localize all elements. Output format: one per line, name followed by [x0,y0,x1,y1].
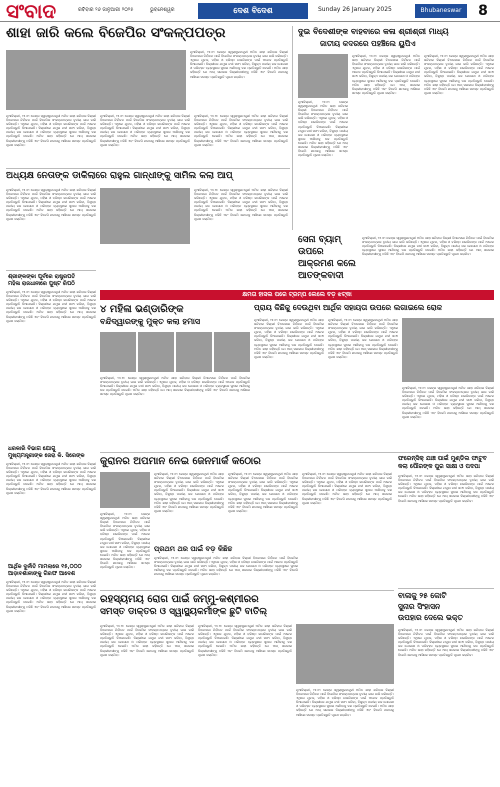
article-body: ନୂଆଦିଲ୍ଲୀ, ୨୫।୧: କେନ୍ଦ୍ର ସ୍ୱରାଷ୍ଟ୍ରମନ୍ତ୍ରୀ ଅମିତ ଶାହା ଶନିବାର ଦିଲ୍ଲୀ ବିଧାନସଭା ନିର୍ବାଚନ ପାଇଁ ବିଜେପିର ସଂକଳ୍ପପତ୍ରର ତୃତୀୟ ଭାଗ ଜାରି କରିଛନ୍ତି। ଏଥିରେ ଯୁବକ, ମହିଳା ଓ ବରିଷ୍ଠ ନାଗରିକଙ୍କ ପାଇଁ ଅନେକ ପ୍ରତିଶ୍ରୁତି ଦିଆଯାଇଛି। ଦିଲ୍ଲୀରେ ଯମୁନା ନଦୀ ସଫା କରିବା, ବିଶୁଦ୍ଧ ପାନୀୟ ଜଳ ଯୋଗାଣ ଓ ପରିବହନ ବ୍ୟବସ୍ଥାରେ ସୁଧାର ଆଣିବାକୁ ଦଳ ପ୍ରତିଶ୍ରୁତି ଦେଇଛି। ଅମିତ ଶାହା କହିଛନ୍ତି ଯେ ଆପ୍‌ ସରକାର ଦିଲ୍ଲୀବାସୀଙ୍କୁ ଠକିଛି ଏବଂ ବିଜେପି କ୍ଷମତାକୁ ଆସିଲେ ସମସ୍ତ ପ୍ରତିଶ୍ରୁତି ପୂରଣ କରାଯିବ। [254,318,324,359]
headline-padma-award-sub: ଜାତୀୟ କଦରରେ ପହଞ୍ଚିଲେ ୟୁପିଏ [320,39,416,48]
photo-trump [402,318,494,382]
article-body: ନୂଆଦିଲ୍ଲୀ, ୨୫।୧: କେନ୍ଦ୍ର ସ୍ୱରାଷ୍ଟ୍ରମନ୍ତ୍ରୀ ଅମିତ ଶାହା ଶନିବାର ଦିଲ୍ଲୀ ବିଧାନସଭା ନିର୍ବାଚନ ପାଇଁ ବିଜେପିର ସଂକଳ୍ପପତ୍ରର ତୃତୀୟ ଭାଗ ଜାରି କରିଛନ୍ତି। ଏଥିରେ ଯୁବକ, ମହିଳା ଓ ବରିଷ୍ଠ ନାଗରିକଙ୍କ ପାଇଁ ଅନେକ ପ୍ରତିଶ୍ରୁତି ଦିଆଯାଇଛି। ଦିଲ୍ଲୀରେ ଯମୁନା ନଦୀ ସଫା କରିବା, ବିଶୁଦ୍ଧ ପାନୀୟ ଜଳ ଯୋଗାଣ ଓ ପରିବହନ ବ୍ୟବସ୍ଥାରେ ସୁଧାର ଆଣିବାକୁ ଦଳ ପ୍ରତିଶ୍ରୁତି ଦେଇଛି। ଅମିତ ଶାହା କହିଛନ୍ତି ଯେ ଆପ୍‌ ସରକାର ଦିଲ୍ଲୀବାସୀଙ୍କୁ ଠକିଛି ଏବଂ ବିଜେପି କ୍ଷମତାକୁ ଆସିଲେ ସମସ୍ତ ପ୍ରତିଶ୍ରୁତି ପୂରଣ କରାଯିବ। [424,54,494,95]
divider [100,590,394,591]
photo-denmark [100,472,150,508]
headline-army-attack-4: ଆତଙ୍କବାଦୀ [298,271,344,281]
article-body: ନୂଆଦିଲ୍ଲୀ, ୨୫।୧: କେନ୍ଦ୍ର ସ୍ୱରାଷ୍ଟ୍ରମନ୍ତ୍ରୀ ଅମିତ ଶାହା ଶନିବାର ଦିଲ୍ଲୀ ବିଧାନସଭା ନିର୍ବାଚନ ପାଇଁ ବିଜେପିର ସଂକଳ୍ପପତ୍ରର ତୃତୀୟ ଭାଗ ଜାରି କରିଛନ୍ତି। ଏଥିରେ ଯୁବକ, ମହିଳା ଓ ବରିଷ୍ଠ ନାଗରିକଙ୍କ ପାଇଁ ଅନେକ ପ୍ରତିଶ୍ରୁତି ଦିଆଯାଇଛି। ଦିଲ୍ଲୀରେ ଯମୁନା ନଦୀ ସଫା କରିବା, ବିଶୁଦ୍ଧ ପାନୀୟ ଜଳ ଯୋଗାଣ ଓ ପରିବହନ ବ୍ୟବସ୍ଥାରେ ସୁଧାର ଆଣିବାକୁ ଦଳ ପ୍ରତିଶ୍ରୁତି ଦେଇଛି। ଅମିତ ଶାହା କହିଛନ୍ତି ଯେ ଆପ୍‌ ସରକାର ଦିଲ୍ଲୀବାସୀଙ୍କୁ ଠକିଛି ଏବଂ ବିଜେପି କ୍ଷମତାକୁ ଆସିଲେ ସମସ୍ତ ପ୍ରତିଶ୍ରୁତି ପୂରଣ କରାଯିବ। [198,624,292,657]
article-body: ନୂଆଦିଲ୍ଲୀ, ୨୫।୧: କେନ୍ଦ୍ର ସ୍ୱରାଷ୍ଟ୍ରମନ୍ତ୍ରୀ ଅମିତ ଶାହା ଶନିବାର ଦିଲ୍ଲୀ ବିଧାନସଭା ନିର୍ବାଚନ ପାଇଁ ବିଜେପିର ସଂକଳ୍ପପତ୍ରର ତୃତୀୟ ଭାଗ ଜାରି କରିଛନ୍ତି। ଏଥିରେ ଯୁବକ, ମହିଳା ଓ ବରିଷ୍ଠ ନାଗରିକଙ୍କ ପାଇଁ ଅନେକ ପ୍ରତିଶ୍ରୁତି ଦିଆଯାଇଛି। ଦିଲ୍ଲୀରେ ଯମୁନା ନଦୀ ସଫା କରିବା, ବିଶୁଦ୍ଧ ପାନୀୟ ଜଳ ଯୋଗାଣ ଓ ପରିବହନ ବ୍ୟବସ୍ଥାରେ ସୁଧାର ଆଣିବାକୁ ଦଳ ପ୍ରତିଶ୍ରୁତି ଦେଇଛି। ଅମିତ ଶାହା କହିଛନ୍ତି ଯେ ଆପ୍‌ ସରକାର ଦିଲ୍ଲୀବାସୀଙ୍କୁ ଠକିଛି ଏବଂ ବିଜେପି କ୍ଷମତାକୁ ଆସିଲେ ସମସ୍ତ ପ୍ରତିଶ୍ରୁତି ପୂରଣ କରାଯିବ। [100,624,194,657]
headline-forensic-sub: କଲା ପୌରଙ୍କ ପୁର ସାକ୍ଷୀ ଓ ପଦପା [398,463,480,470]
headline-fraud-case-sub: ଆଡ଼ାବଶାଳୀଙ୍କୁ ଗିରଫ ଆଦେଶ [8,571,75,577]
article-body: ନୂଆଦିଲ୍ଲୀ, ୨୫।୧: କେନ୍ଦ୍ର ସ୍ୱରାଷ୍ଟ୍ରମନ୍ତ୍ରୀ ଅମିତ ଶାହା ଶନିବାର ଦିଲ୍ଲୀ ବିଧାନସଭା ନିର୍ବାଚନ ପାଇଁ ବିଜେପିର ସଂକଳ୍ପପତ୍ରର ତୃତୀୟ ଭାଗ ଜାରି କରିଛନ୍ତି। ଏଥିରେ ଯୁବକ, ମହିଳା ଓ ବରିଷ୍ଠ ନାଗରିକଙ୍କ ପାଇଁ ଅନେକ ପ୍ରତିଶ୍ରୁତି ଦିଆଯାଇଛି। ଦିଲ୍ଲୀରେ ଯମୁନା ନଦୀ ସଫା କରିବା, ବିଶୁଦ୍ଧ ପାନୀୟ ଜଳ ଯୋଗାଣ ଓ ପରିବହନ ବ୍ୟବସ୍ଥାରେ ସୁଧାର ଆଣିବାକୁ ଦଳ ପ୍ରତିଶ୍ରୁତି ଦେଇଛି। ଅମିତ ଶାହା କହିଛନ୍ତି ଯେ ଆପ୍‌ ସରକାର ଦିଲ୍ଲୀବାସୀଙ୍କୁ ଠକିଛି ଏବଂ ବିଜେପି କ୍ଷମତାକୁ ଆସିଲେ ସମସ୍ତ ପ୍ରତିଶ୍ରୁତି ପୂରଣ କରାଯିବ। [194,188,288,221]
column-divider [292,26,293,230]
section-banner: ଦେଶ ବିଦେଶ [198,3,308,19]
divider [100,452,494,453]
headline-first-time: ପ୍ରଥମ ଥର ପାଇଁ ବଡ଼ କିଛିଚ୍ଚ [154,545,233,553]
headline-president-sub: ମହିଳା ରାଜଧାନୀରେ ପୁଷ୍ଟ ରିପଠି [8,281,75,287]
headline-forensic: ଫରେନ୍ସିକ୍‌ ଯାଞ୍ଚ ପାଇଁ ମୁଣ୍ଡିଲ ଫାଟୁବ [398,455,487,462]
divider [6,168,290,169]
article-body: ନୂଆଦିଲ୍ଲୀ, ୨୫।୧: କେନ୍ଦ୍ର ସ୍ୱରାଷ୍ଟ୍ରମନ୍ତ୍ରୀ ଅମିତ ଶାହା ଶନିବାର ଦିଲ୍ଲୀ ବିଧାନସଭା ନିର୍ବାଚନ ପାଇଁ ବିଜେପିର ସଂକଳ୍ପପତ୍ରର ତୃତୀୟ ଭାଗ ଜାରି କରିଛନ୍ତି। ଏଥିରେ ଯୁବକ, ମହିଳା ଓ ବରିଷ୍ଠ ନାଗରିକଙ୍କ ପାଇଁ ଅନେକ ପ୍ରତିଶ୍ରୁତି ଦିଆଯାଇଛି। ଦିଲ୍ଲୀରେ ଯମୁନା ନଦୀ ସଫା କରିବା, ବିଶୁଦ୍ଧ ପାନୀୟ ଜଳ ଯୋଗାଣ ଓ ପରିବହନ ବ୍ୟବସ୍ଥାରେ ସୁଧାର ଆଣିବାକୁ ଦଳ ପ୍ରତିଶ୍ରୁତି ଦେଇଛି। ଅମିତ ଶାହା କହିଛନ୍ତି ଯେ ଆପ୍‌ ସରକାର ଦିଲ୍ଲୀବାସୀଙ୍କୁ ଠକିଛି ଏବଂ ବିଜେପି କ୍ଷମତାକୁ ଆସିଲେ ସମସ୍ତ ପ୍ରତିଶ୍ରୁତି ପୂରଣ କରାଯିବ। [328,318,398,359]
article-body: ନୂଆଦିଲ୍ଲୀ, ୨୫।୧: କେନ୍ଦ୍ର ସ୍ୱରାଷ୍ଟ୍ରମନ୍ତ୍ରୀ ଅମିତ ଶାହା ଶନିବାର ଦିଲ୍ଲୀ ବିଧାନସଭା ନିର୍ବାଚନ ପାଇଁ ବିଜେପିର ସଂକଳ୍ପପତ୍ରର ତୃତୀୟ ଭାଗ ଜାରି କରିଛନ୍ତି। ଏଥିରେ ଯୁବକ, ମହିଳା ଓ ବରିଷ୍ଠ ନାଗରିକଙ୍କ ପାଇଁ ଅନେକ ପ୍ରତିଶ୍ରୁତି ଦିଆଯାଇଛି। ଦିଲ୍ଲୀରେ ଯମୁନା ନଦୀ ସଫା କରିବା, ବିଶୁଦ୍ଧ ପାନୀୟ ଜଳ ଯୋଗାଣ ଓ ପରିବହନ ବ୍ୟବସ୍ଥାରେ ସୁଧାର ଆଣିବାକୁ ଦଳ ପ୍ରତିଶ୍ରୁତି ଦେଇଛି। ଅମିତ ଶାହା କହିଛନ୍ତି ଯେ ଆପ୍‌ ସରକାର ଦିଲ୍ଲୀବାସୀଙ୍କୁ ଠକିଛି ଏବଂ ବିଜେପି କ୍ଷମତାକୁ ଆସିଲେ ସମସ୍ତ ପ୍ରତିଶ୍ରୁତି ପୂରଣ କରାଯିବ। [362,236,494,257]
city-badge: Bhubaneswar [415,4,467,18]
photo-hostage-2 [138,332,174,372]
date-english: Sunday 26 January 2025 [318,6,392,13]
divider [398,588,494,589]
headline-mystery-disease-sub: ସମସ୍ତ ଡାକ୍ତର ଓ ସ୍ୱାସ୍ଥ୍ୟକର୍ମୀଙ୍କ ଛୁଟି ବାତିଲ୍‌ [100,607,268,617]
headline-gold-throne-3: ଉପହାର ଦେଲେ ଭକ୍ତ [398,613,463,622]
headline-bjp-manifesto: ଶାହା ଜାରି କଲେ ବିଜେପିର ସଂକଳ୍ପପତ୍ର [6,25,226,41]
newspaper-logo: ସଂବାଦ [6,0,57,23]
headline-army-attack-3: ଆକ୍ରମଣ କଲେ [298,259,356,269]
photo-hostage-4 [214,332,250,372]
article-body: ନୂଆଦିଲ୍ଲୀ, ୨୫।୧: କେନ୍ଦ୍ର ସ୍ୱରାଷ୍ଟ୍ରମନ୍ତ୍ରୀ ଅମିତ ଶାହା ଶନିବାର ଦିଲ୍ଲୀ ବିଧାନସଭା ନିର୍ବାଚନ ପାଇଁ ବିଜେପିର ସଂକଳ୍ପପତ୍ରର ତୃତୀୟ ଭାଗ ଜାରି କରିଛନ୍ତି। ଏଥିରେ ଯୁବକ, ମହିଳା ଓ ବରିଷ୍ଠ ନାଗରିକଙ୍କ ପାଇଁ ଅନେକ ପ୍ରତିଶ୍ରୁତି ଦିଆଯାଇଛି। ଦିଲ୍ଲୀରେ ଯମୁନା ନଦୀ ସଫା କରିବା, ବିଶୁଦ୍ଧ ପାନୀୟ ଜଳ ଯୋଗାଣ ଓ ପରିବହନ ବ୍ୟବସ୍ଥାରେ ସୁଧାର ଆଣିବାକୁ ଦଳ ପ୍ରତିଶ୍ରୁତି ଦେଇଛି। ଅମିତ ଶାହା କହିଛନ୍ତି ଯେ ଆପ୍‌ ସରକାର ଦିଲ୍ଲୀବାସୀଙ୍କୁ ଠକିଛି ଏବଂ ବିଜେପି କ୍ଷମତାକୁ ଆସିଲେ ସମସ୍ତ ପ୍ରତିଶ୍ରୁତି ପୂରଣ କରାଯିବ। [298,100,348,158]
date-odia: ରବିବାର ୨୬ ଜାନୁଆରୀ ୨୦୨୫ [78,7,134,13]
masthead [0,0,500,22]
photo-leaders [100,188,190,244]
city-odia: ଭୁବନେଶ୍ୱର [150,7,175,13]
headline-president: ଶ୍ରୀଙ୍କଙ୍କା ପୂର୍ବରେ ରାଷ୍ଟ୍ରପତି [8,274,76,280]
divider [6,270,96,271]
article-body: ନୂଆଦିଲ୍ଲୀ, ୨୫।୧: କେନ୍ଦ୍ର ସ୍ୱରାଷ୍ଟ୍ରମନ୍ତ୍ରୀ ଅମିତ ଶାହା ଶନିବାର ଦିଲ୍ଲୀ ବିଧାନସଭା ନିର୍ବାଚନ ପାଇଁ ବିଜେପିର ସଂକଳ୍ପପତ୍ରର ତୃତୀୟ ଭାଗ ଜାରି କରିଛନ୍ତି। ଏଥିରେ ଯୁବକ, ମହିଳା ଓ ବରିଷ୍ଠ ନାଗରିକଙ୍କ ପାଇଁ ଅନେକ ପ୍ରତିଶ୍ରୁତି ଦିଆଯାଇଛି। ଦିଲ୍ଲୀରେ ଯମୁନା ନଦୀ ସଫା କରିବା, ବିଶୁଦ୍ଧ ପାନୀୟ ଜଳ ଯୋଗାଣ ଓ ପରିବହନ ବ୍ୟବସ୍ଥାରେ ସୁଧାର ଆଣିବାକୁ ଦଳ ପ୍ରତିଶ୍ରୁତି ଦେଇଛି। ଅମିତ ଶାହା କହିଛନ୍ତି ଯେ ଆପ୍‌ ସରକାର ଦିଲ୍ଲୀବାସୀଙ୍କୁ ଠକିଛି ଏବଂ ବିଜେପି କ୍ଷମତାକୁ ଆସିଲେ ସମସ୍ତ ପ୍ରତିଶ୍ରୁତି ପୂରଣ କରାଯିବ। [100,376,250,397]
article-body: ନୂଆଦିଲ୍ଲୀ, ୨୫।୧: କେନ୍ଦ୍ର ସ୍ୱରାଷ୍ଟ୍ରମନ୍ତ୍ରୀ ଅମିତ ଶାହା ଶନିବାର ଦିଲ୍ଲୀ ବିଧାନସଭା ନିର୍ବାଚନ ପାଇଁ ବିଜେପିର ସଂକଳ୍ପପତ୍ରର ତୃତୀୟ ଭାଗ ଜାରି କରିଛନ୍ତି। ଏଥିରେ ଯୁବକ, ମହିଳା ଓ ବରିଷ୍ଠ ନାଗରିକଙ୍କ ପାଇଁ ଅନେକ ପ୍ରତିଶ୍ରୁତି ଦିଆଯାଇଛି। ଦିଲ୍ଲୀରେ ଯମୁନା ନଦୀ ସଫା କରିବା, ବିଶୁଦ୍ଧ ପାନୀୟ ଜଳ ଯୋଗାଣ ଓ ପରିବହନ ବ୍ୟବସ୍ଥାରେ ସୁଧାର ଆଣିବାକୁ ଦଳ ପ୍ରତିଶ୍ରୁତି ଦେଇଛି। ଅମିତ ଶାହା କହିଛନ୍ତି ଯେ ଆପ୍‌ ସରକାର ଦିଲ୍ଲୀବାସୀଙ୍କୁ ଠକିଛି ଏବଂ ବିଜେପି କ୍ଷମତାକୁ ଆସିଲେ ସମସ୍ତ ପ୍ରତିଶ୍ରୁତି ପୂରଣ କରାଯିବ। [190,50,288,79]
article-body: ନୂଆଦିଲ୍ଲୀ, ୨୫।୧: କେନ୍ଦ୍ର ସ୍ୱରାଷ୍ଟ୍ରମନ୍ତ୍ରୀ ଅମିତ ଶାହା ଶନିବାର ଦିଲ୍ଲୀ ବିଧାନସଭା ନିର୍ବାଚନ ପାଇଁ ବିଜେପିର ସଂକଳ୍ପପତ୍ରର ତୃତୀୟ ଭାଗ ଜାରି କରିଛନ୍ତି। ଏଥିରେ ଯୁବକ, ମହିଳା ଓ ବରିଷ୍ଠ ନାଗରିକଙ୍କ ପାଇଁ ଅନେକ ପ୍ରତିଶ୍ରୁତି ଦିଆଯାଇଛି। ଦିଲ୍ଲୀରେ ଯମୁନା ନଦୀ ସଫା କରିବା, ବିଶୁଦ୍ଧ ପାନୀୟ ଜଳ ଯୋଗାଣ ଓ ପରିବହନ ବ୍ୟବସ୍ଥାରେ ସୁଧାର ଆଣିବାକୁ ଦଳ ପ୍ରତିଶ୍ରୁତି ଦେଇଛି। ଅମିତ ଶାହା କହିଛନ୍ତି ଯେ ଆପ୍‌ ସରକାର ଦିଲ୍ଲୀବାସୀଙ୍କୁ ଠକିଛି ଏବଂ ବିଜେପି କ୍ଷମତାକୁ ଆସିଲେ ସମସ୍ତ ପ୍ରତିଶ୍ରୁତି ପୂରଣ କରାଯିବ। [6,290,96,323]
article-body: ନୂଆଦିଲ୍ଲୀ, ୨୫।୧: କେନ୍ଦ୍ର ସ୍ୱରାଷ୍ଟ୍ରମନ୍ତ୍ରୀ ଅମିତ ଶାହା ଶନିବାର ଦିଲ୍ଲୀ ବିଧାନସଭା ନିର୍ବାଚନ ପାଇଁ ବିଜେପିର ସଂକଳ୍ପପତ୍ରର ତୃତୀୟ ଭାଗ ଜାରି କରିଛନ୍ତି। ଏଥିରେ ଯୁବକ, ମହିଳା ଓ ବରିଷ୍ଠ ନାଗରିକଙ୍କ ପାଇଁ ଅନେକ ପ୍ରତିଶ୍ରୁତି ଦିଆଯାଇଛି। ଦିଲ୍ଲୀରେ ଯମୁନା ନଦୀ ସଫା କରିବା, ବିଶୁଦ୍ଧ ପାନୀୟ ଜଳ ଯୋଗାଣ ଓ ପରିବହନ ବ୍ୟବସ୍ଥାରେ ସୁଧାର ଆଣିବାକୁ ଦଳ ପ୍ରତିଶ୍ରୁତି ଦେଇଛି। ଅମିତ ଶାହା କହିଛନ୍ତି ଯେ ଆପ୍‌ ସରକାର ଦିଲ୍ଲୀବାସୀଙ୍କୁ ଠକିଛି ଏବଂ ବିଜେପି କ୍ଷମତାକୁ ଆସିଲେ ସମସ୍ତ ପ୍ରତିଶ୍ରୁତି ପୂରଣ କରାଯିବ। [6,188,96,221]
headline-army-attack: ସେନା ବ୍ୟାମ୍‌ [298,235,342,245]
headline-aap-rahul: ଅଧ୍ୟକ୍ଷ ନେତାଙ୍କ ଡାକିଲାରେ ରାହୁଲ ଗାନ୍ଧୀଙ୍କୁ ସାମିଲ କଲା ଆପ୍‌ [6,171,233,181]
article-body: ନୂଆଦିଲ୍ଲୀ, ୨୫।୧: କେନ୍ଦ୍ର ସ୍ୱରାଷ୍ଟ୍ରମନ୍ତ୍ରୀ ଅମିତ ଶାହା ଶନିବାର ଦିଲ୍ଲୀ ବିଧାନସଭା ନିର୍ବାଚନ ପାଇଁ ବିଜେପିର ସଂକଳ୍ପପତ୍ରର ତୃତୀୟ ଭାଗ ଜାରି କରିଛନ୍ତି। ଏଥିରେ ଯୁବକ, ମହିଳା ଓ ବରିଷ୍ଠ ନାଗରିକଙ୍କ ପାଇଁ ଅନେକ ପ୍ରତିଶ୍ରୁତି ଦିଆଯାଇଛି। ଦିଲ୍ଲୀରେ ଯମୁନା ନଦୀ ସଫା କରିବା, ବିଶୁଦ୍ଧ ପାନୀୟ ଜଳ ଯୋଗାଣ ଓ ପରିବହନ ବ୍ୟବସ୍ଥାରେ ସୁଧାର ଆଣିବାକୁ ଦଳ ପ୍ରତିଶ୍ରୁତି ଦେଇଛି। ଅମିତ ଶାହା କହିଛନ୍ତି ଯେ ଆପ୍‌ ସରକାର ଦିଲ୍ଲୀବାସୀଙ୍କୁ ଠକିଛି ଏବଂ ବିଜେପି କ୍ଷମତାକୁ ଆସିଲେ ସମସ୍ତ ପ୍ରତିଶ୍ରୁତି ପୂରଣ କରାଯିବ। [6,462,96,495]
page-number: 8 [478,3,488,19]
headline-gold-throne-2: ସୁନାର ସିଂହାସନ [398,602,441,611]
trump-banner: କ୍ଷମତା ହାସଲ ପରେ ଟ୍ରମ୍ପ ଲେଲେ ବଡ଼ ଝଟ୍‌କା [100,290,494,300]
article-body: ନୂଆଦିଲ୍ଲୀ, ୨୫।୧: କେନ୍ଦ୍ର ସ୍ୱରାଷ୍ଟ୍ରମନ୍ତ୍ରୀ ଅମିତ ଶାହା ଶନିବାର ଦିଲ୍ଲୀ ବିଧାନସଭା ନିର୍ବାଚନ ପାଇଁ ବିଜେପିର ସଂକଳ୍ପପତ୍ରର ତୃତୀୟ ଭାଗ ଜାରି କରିଛନ୍ତି। ଏଥିରେ ଯୁବକ, ମହିଳା ଓ ବରିଷ୍ଠ ନାଗରିକଙ୍କ ପାଇଁ ଅନେକ ପ୍ରତିଶ୍ରୁତି ଦିଆଯାଇଛି। ଦିଲ୍ଲୀରେ ଯମୁନା ନଦୀ ସଫା କରିବା, ବିଶୁଦ୍ଧ ପାନୀୟ ଜଳ ଯୋଗାଣ ଓ ପରିବହନ ବ୍ୟବସ୍ଥାରେ ସୁଧାର ଆଣିବାକୁ ଦଳ ପ୍ରତିଶ୍ରୁତି ଦେଇଛି। ଅମିତ ଶାହା କହିଛନ୍ତି ଯେ ଆପ୍‌ ସରକାର ଦିଲ୍ଲୀବାସୀଙ୍କୁ ଠକିଛି ଏବଂ ବିଜେପି କ୍ଷମତାକୁ ଆସିଲେ ସମସ୍ତ ପ୍ରତିଶ୍ରୁତି ପୂରଣ କରାଯିବ। [398,628,494,657]
headline-hamas-sub: ବନ୍ଦିଦ୍ୱାରଙ୍କୁ ମୁକ୍ତ କଲା ହମାସ [100,317,201,326]
headline-cm-probe: ଧରକାରି ବିଭାଗ ଯୋଗୁ [8,446,56,452]
article-body: ନୂଆଦିଲ୍ଲୀ, ୨୫।୧: କେନ୍ଦ୍ର ସ୍ୱରାଷ୍ଟ୍ରମନ୍ତ୍ରୀ ଅମିତ ଶାହା ଶନିବାର ଦିଲ୍ଲୀ ବିଧାନସଭା ନିର୍ବାଚନ ପାଇଁ ବିଜେପିର ସଂକଳ୍ପପତ୍ରର ତୃତୀୟ ଭାଗ ଜାରି କରିଛନ୍ତି। ଏଥିରେ ଯୁବକ, ମହିଳା ଓ ବରିଷ୍ଠ ନାଗରିକଙ୍କ ପାଇଁ ଅନେକ ପ୍ରତିଶ୍ରୁତି ଦିଆଯାଇଛି। ଦିଲ୍ଲୀରେ ଯମୁନା ନଦୀ ସଫା କରିବା, ବିଶୁଦ୍ଧ ପାନୀୟ ଜଳ ଯୋଗାଣ ଓ ପରିବହନ ବ୍ୟବସ୍ଥାରେ ସୁଧାର ଆଣିବାକୁ ଦଳ ପ୍ରତିଶ୍ରୁତି ଦେଇଛି। ଅମିତ ଶାହା କହିଛନ୍ତି ଯେ ଆପ୍‌ ସରକାର ଦିଲ୍ଲୀବାସୀଙ୍କୁ ଠକିଛି ଏବଂ ବିଜେପି କ୍ଷମତାକୁ ଆସିଲେ ସମସ୍ତ ପ୍ରତିଶ୍ରୁତି ପୂରଣ କରାଯିବ। [194,114,288,147]
article-body: ନୂଆଦିଲ୍ଲୀ, ୨୫।୧: କେନ୍ଦ୍ର ସ୍ୱରାଷ୍ଟ୍ରମନ୍ତ୍ରୀ ଅମିତ ଶାହା ଶନିବାର ଦିଲ୍ଲୀ ବିଧାନସଭା ନିର୍ବାଚନ ପାଇଁ ବିଜେପିର ସଂକଳ୍ପପତ୍ରର ତୃତୀୟ ଭାଗ ଜାରି କରିଛନ୍ତି। ଏଥିରେ ଯୁବକ, ମହିଳା ଓ ବରିଷ୍ଠ ନାଗରିକଙ୍କ ପାଇଁ ଅନେକ ପ୍ରତିଶ୍ରୁତି ଦିଆଯାଇଛି। ଦିଲ୍ଲୀରେ ଯମୁନା ନଦୀ ସଫା କରିବା, ବିଶୁଦ୍ଧ ପାନୀୟ ଜଳ ଯୋଗାଣ ଓ ପରିବହନ ବ୍ୟବସ୍ଥାରେ ସୁଧାର ଆଣିବାକୁ ଦଳ ପ୍ରତିଶ୍ରୁତି ଦେଇଛି। ଅମିତ ଶାହା କହିଛନ୍ତି ଯେ ଆପ୍‌ ସରକାର ଦିଲ୍ଲୀବାସୀଙ୍କୁ ଠକିଛି ଏବଂ ବିଜେପି କ୍ଷମତାକୁ ଆସିଲେ ସମସ୍ତ ପ୍ରତିଶ୍ରୁତି ପୂରଣ କରାଯିବ। [6,114,96,147]
article-body: ନୂଆଦିଲ୍ଲୀ, ୨୫।୧: କେନ୍ଦ୍ର ସ୍ୱରାଷ୍ଟ୍ରମନ୍ତ୍ରୀ ଅମିତ ଶାହା ଶନିବାର ଦିଲ୍ଲୀ ବିଧାନସଭା ନିର୍ବାଚନ ପାଇଁ ବିଜେପିର ସଂକଳ୍ପପତ୍ରର ତୃତୀୟ ଭାଗ ଜାରି କରିଛନ୍ତି। ଏଥିରେ ଯୁବକ, ମହିଳା ଓ ବରିଷ୍ଠ ନାଗରିକଙ୍କ ପାଇଁ ଅନେକ ପ୍ରତିଶ୍ରୁତି ଦିଆଯାଇଛି। ଦିଲ୍ଲୀରେ ଯମୁନା ନଦୀ ସଫା କରିବା, ବିଶୁଦ୍ଧ ପାନୀୟ ଜଳ ଯୋଗାଣ ଓ ପରିବହନ ବ୍ୟବସ୍ଥାରେ ସୁଧାର ଆଣିବାକୁ ଦଳ ପ୍ରତିଶ୍ରୁତି ଦେଇଛି। ଅମିତ ଶାହା କହିଛନ୍ତି ଯେ ଆପ୍‌ ସରକାର ଦିଲ୍ଲୀବାସୀଙ୍କୁ ଠକିଛି ଏବଂ ବିଜେପି କ୍ଷମତାକୁ ଆସିଲେ ସମସ୍ତ ପ୍ରତିଶ୍ରୁତି ପୂରଣ କରାଯିବ। [154,472,224,513]
headline-fraud-case: ଆର୍ଥିକ ଦୁର୍ନୀତି ମାମଲାରେ ୧୫,୦୦୦ [8,564,82,570]
photo-hostage-1 [100,332,136,372]
photo-awardee [298,54,348,98]
photo-hostage-3 [176,332,212,372]
headline-army-attack-2: ଉପରେ [298,247,324,257]
article-body: ନୂଆଦିଲ୍ଲୀ, ୨୫।୧: କେନ୍ଦ୍ର ସ୍ୱରାଷ୍ଟ୍ରମନ୍ତ୍ରୀ ଅମିତ ଶାହା ଶନିବାର ଦିଲ୍ଲୀ ବିଧାନସଭା ନିର୍ବାଚନ ପାଇଁ ବିଜେପିର ସଂକଳ୍ପପତ୍ରର ତୃତୀୟ ଭାଗ ଜାରି କରିଛନ୍ତି। ଏଥିରେ ଯୁବକ, ମହିଳା ଓ ବରିଷ୍ଠ ନାଗରିକଙ୍କ ପାଇଁ ଅନେକ ପ୍ରତିଶ୍ରୁତି ଦିଆଯାଇଛି। ଦିଲ୍ଲୀରେ ଯମୁନା ନଦୀ ସଫା କରିବା, ବିଶୁଦ୍ଧ ପାନୀୟ ଜଳ ଯୋଗାଣ ଓ ପରିବହନ ବ୍ୟବସ୍ଥାରେ ସୁଧାର ଆଣିବାକୁ ଦଳ ପ୍ରତିଶ୍ରୁତି ଦେଇଛି। ଅମିତ ଶାହା କହିଛନ୍ତି ଯେ ଆପ୍‌ ସରକାର ଦିଲ୍ଲୀବାସୀଙ୍କୁ ଠକିଛି ଏବଂ ବିଜେପି କ୍ଷମତାକୁ ଆସିଲେ ସମସ୍ତ ପ୍ରତିଶ୍ରୁତି ପୂରଣ କରାଯିବ। [398,474,494,503]
article-body: ନୂଆଦିଲ୍ଲୀ, ୨୫।୧: କେନ୍ଦ୍ର ସ୍ୱରାଷ୍ଟ୍ରମନ୍ତ୍ରୀ ଅମିତ ଶାହା ଶନିବାର ଦିଲ୍ଲୀ ବିଧାନସଭା ନିର୍ବାଚନ ପାଇଁ ବିଜେପିର ସଂକଳ୍ପପତ୍ରର ତୃତୀୟ ଭାଗ ଜାରି କରିଛନ୍ତି। ଏଥିରେ ଯୁବକ, ମହିଳା ଓ ବରିଷ୍ଠ ନାଗରିକଙ୍କ ପାଇଁ ଅନେକ ପ୍ରତିଶ୍ରୁତି ଦିଆଯାଇଛି। ଦିଲ୍ଲୀରେ ଯମୁନା ନଦୀ ସଫା କରିବା, ବିଶୁଦ୍ଧ ପାନୀୟ ଜଳ ଯୋଗାଣ ଓ ପରିବହନ ବ୍ୟବସ୍ଥାରେ ସୁଧାର ଆଣିବାକୁ ଦଳ ପ୍ରତିଶ୍ରୁତି ଦେଇଛି। ଅମିତ ଶାହା କହିଛନ୍ତି ଯେ ଆପ୍‌ ସରକାର ଦିଲ୍ଲୀବାସୀଙ୍କୁ ଠକିଛି ଏବଂ ବିଜେପି କ୍ଷମତାକୁ ଆସିଲେ ସମସ୍ତ ପ୍ରତିଶ୍ରୁତି ପୂରଣ କରାଯିବ। [402,386,494,419]
headline-foreign-aid: ପ୍ରାୟ କିଛିକୁ ଦେଉଥିବା ଆର୍ଥିକ ସହାୟତା ଉପରେ ଲଗାଇଲେ ରୋକ [254,303,443,312]
headline-cm-probe-sub: ମୁଖ୍ୟମନ୍ତ୍ରୀଙ୍କ ଜେରା କି. ସିରେଙ୍କ [8,453,85,459]
photo-health-workers [296,624,394,684]
article-body: ନୂଆଦିଲ୍ଲୀ, ୨୫।୧: କେନ୍ଦ୍ର ସ୍ୱରାଷ୍ଟ୍ରମନ୍ତ୍ରୀ ଅମିତ ଶାହା ଶନିବାର ଦିଲ୍ଲୀ ବିଧାନସଭା ନିର୍ବାଚନ ପାଇଁ ବିଜେପିର ସଂକଳ୍ପପତ୍ରର ତୃତୀୟ ଭାଗ ଜାରି କରିଛନ୍ତି। ଏଥିରେ ଯୁବକ, ମହିଳା ଓ ବରିଷ୍ଠ ନାଗରିକଙ୍କ ପାଇଁ ଅନେକ ପ୍ରତିଶ୍ରୁତି ଦିଆଯାଇଛି। ଦିଲ୍ଲୀରେ ଯମୁନା ନଦୀ ସଫା କରିବା, ବିଶୁଦ୍ଧ ପାନୀୟ ଜଳ ଯୋଗାଣ ଓ ପରିବହନ ବ୍ୟବସ୍ଥାରେ ସୁଧାର ଆଣିବାକୁ ଦଳ ପ୍ରତିଶ୍ରୁତି ଦେଇଛି। ଅମିତ ଶାହା କହିଛନ୍ତି ଯେ ଆପ୍‌ ସରକାର ଦିଲ୍ଲୀବାସୀଙ୍କୁ ଠକିଛି ଏବଂ ବିଜେପି କ୍ଷମତାକୁ ଆସିଲେ ସମସ୍ତ ପ୍ରତିଶ୍ରୁତି ପୂରଣ କରାଯିବ। [100,114,190,147]
headline-quran-denmark: କୁରାନର ଅପମାନ ନେଇ ଜେନମାର୍କ କଠୋର [100,456,261,467]
headline-mystery-disease: ରହସ୍ୟମୟ ରୋଗ ପାଇଁ ଜମ୍ମୁ-କଶ୍ମୀରର [100,594,259,605]
headline-hamas: ୪ ମହିଳା ଭଣ୍ଡାରିଙ୍କ [100,304,184,315]
article-body: ନୂଆଦିଲ୍ଲୀ, ୨୫।୧: କେନ୍ଦ୍ର ସ୍ୱରାଷ୍ଟ୍ରମନ୍ତ୍ରୀ ଅମିତ ଶାହା ଶନିବାର ଦିଲ୍ଲୀ ବିଧାନସଭା ନିର୍ବାଚନ ପାଇଁ ବିଜେପିର ସଂକଳ୍ପପତ୍ରର ତୃତୀୟ ଭାଗ ଜାରି କରିଛନ୍ତି। ଏଥିରେ ଯୁବକ, ମହିଳା ଓ ବରିଷ୍ଠ ନାଗରିକଙ୍କ ପାଇଁ ଅନେକ ପ୍ରତିଶ୍ରୁତି ଦିଆଯାଇଛି। ଦିଲ୍ଲୀରେ ଯମୁନା ନଦୀ ସଫା କରିବା, ବିଶୁଦ୍ଧ ପାନୀୟ ଜଳ ଯୋଗାଣ ଓ ପରିବହନ ବ୍ୟବସ୍ଥାରେ ସୁଧାର ଆଣିବାକୁ ଦଳ ପ୍ରତିଶ୍ରୁତି ଦେଇଛି। ଅମିତ ଶାହା କହିଛନ୍ତି ଯେ ଆପ୍‌ ସରକାର ଦିଲ୍ଲୀବାସୀଙ୍କୁ ଠକିଛି ଏବଂ ବିଜେପି କ୍ଷମତାକୁ ଆସିଲେ ସମସ୍ତ ପ୍ରତିଶ୍ରୁତି ପୂରଣ କରାଯିବ। [154,556,298,577]
photo-manifesto-release [6,50,186,110]
article-body: ନୂଆଦିଲ୍ଲୀ, ୨୫।୧: କେନ୍ଦ୍ର ସ୍ୱରାଷ୍ଟ୍ରମନ୍ତ୍ରୀ ଅମିତ ଶାହା ଶନିବାର ଦିଲ୍ଲୀ ବିଧାନସଭା ନିର୍ବାଚନ ପାଇଁ ବିଜେପିର ସଂକଳ୍ପପତ୍ରର ତୃତୀୟ ଭାଗ ଜାରି କରିଛନ୍ତି। ଏଥିରେ ଯୁବକ, ମହିଳା ଓ ବରିଷ୍ଠ ନାଗରିକଙ୍କ ପାଇଁ ଅନେକ ପ୍ରତିଶ୍ରୁତି ଦିଆଯାଇଛି। ଦିଲ୍ଲୀରେ ଯମୁନା ନଦୀ ସଫା କରିବା, ବିଶୁଦ୍ଧ ପାନୀୟ ଜଳ ଯୋଗାଣ ଓ ପରିବହନ ବ୍ୟବସ୍ଥାରେ ସୁଧାର ଆଣିବାକୁ ଦଳ ପ୍ରତିଶ୍ରୁତି ଦେଇଛି। ଅମିତ ଶାହା କହିଛନ୍ତି ଯେ ଆପ୍‌ ସରକାର ଦିଲ୍ଲୀବାସୀଙ୍କୁ ଠକିଛି ଏବଂ ବିଜେପି କ୍ଷମତାକୁ ଆସିଲେ ସମସ୍ତ ପ୍ରତିଶ୍ରୁତି ପୂରଣ କରାଯିବ। [302,472,392,505]
article-body: ନୂଆଦିଲ୍ଲୀ, ୨୫।୧: କେନ୍ଦ୍ର ସ୍ୱରାଷ୍ଟ୍ରମନ୍ତ୍ରୀ ଅମିତ ଶାହା ଶନିବାର ଦିଲ୍ଲୀ ବିଧାନସଭା ନିର୍ବାଚନ ପାଇଁ ବିଜେପିର ସଂକଳ୍ପପତ୍ରର ତୃତୀୟ ଭାଗ ଜାରି କରିଛନ୍ତି। ଏଥିରେ ଯୁବକ, ମହିଳା ଓ ବରିଷ୍ଠ ନାଗରିକଙ୍କ ପାଇଁ ଅନେକ ପ୍ରତିଶ୍ରୁତି ଦିଆଯାଇଛି। ଦିଲ୍ଲୀରେ ଯମୁନା ନଦୀ ସଫା କରିବା, ବିଶୁଦ୍ଧ ପାନୀୟ ଜଳ ଯୋଗାଣ ଓ ପରିବହନ ବ୍ୟବସ୍ଥାରେ ସୁଧାର ଆଣିବାକୁ ଦଳ ପ୍ରତିଶ୍ରୁତି ଦେଇଛି। ଅମିତ ଶାହା କହିଛନ୍ତି ଯେ ଆପ୍‌ ସରକାର ଦିଲ୍ଲୀବାସୀଙ୍କୁ ଠକିଛି ଏବଂ ବିଜେପି କ୍ଷମତାକୁ ଆସିଲେ ସମସ୍ତ ପ୍ରତିଶ୍ରୁତି ପୂରଣ କରାଯିବ। [100,512,150,570]
headline-padma-award: ଦୁଇ ବିଦେଶୀଙ୍କ ବାହବାରେ କଳା ଶ୍ରୀଶ୍ରୀ ମାଧ୍ୟ [298,27,449,36]
article-body: ନୂଆଦିଲ୍ଲୀ, ୨୫।୧: କେନ୍ଦ୍ର ସ୍ୱରାଷ୍ଟ୍ରମନ୍ତ୍ରୀ ଅମିତ ଶାହା ଶନିବାର ଦିଲ୍ଲୀ ବିଧାନସଭା ନିର୍ବାଚନ ପାଇଁ ବିଜେପିର ସଂକଳ୍ପପତ୍ରର ତୃତୀୟ ଭାଗ ଜାରି କରିଛନ୍ତି। ଏଥିରେ ଯୁବକ, ମହିଳା ଓ ବରିଷ୍ଠ ନାଗରିକଙ୍କ ପାଇଁ ଅନେକ ପ୍ରତିଶ୍ରୁତି ଦିଆଯାଇଛି। ଦିଲ୍ଲୀରେ ଯମୁନା ନଦୀ ସଫା କରିବା, ବିଶୁଦ୍ଧ ପାନୀୟ ଜଳ ଯୋଗାଣ ଓ ପରିବହନ ବ୍ୟବସ୍ଥାରେ ସୁଧାର ଆଣିବାକୁ ଦଳ ପ୍ରତିଶ୍ରୁତି ଦେଇଛି। ଅମିତ ଶାହା କହିଛନ୍ତି ଯେ ଆପ୍‌ ସରକାର ଦିଲ୍ଲୀବାସୀଙ୍କୁ ଠକିଛି ଏବଂ ବିଜେପି କ୍ଷମତାକୁ ଆସିଲେ ସମସ୍ତ ପ୍ରତିଶ୍ରୁତି ପୂରଣ କରାଯିବ। [6,580,96,613]
headline-gold-throne: ବାଳାକୁ ୨୫ କୋଟି [398,591,447,600]
article-body: ନୂଆଦିଲ୍ଲୀ, ୨୫।୧: କେନ୍ଦ୍ର ସ୍ୱରାଷ୍ଟ୍ରମନ୍ତ୍ରୀ ଅମିତ ଶାହା ଶନିବାର ଦିଲ୍ଲୀ ବିଧାନସଭା ନିର୍ବାଚନ ପାଇଁ ବିଜେପିର ସଂକଳ୍ପପତ୍ରର ତୃତୀୟ ଭାଗ ଜାରି କରିଛନ୍ତି। ଏଥିରେ ଯୁବକ, ମହିଳା ଓ ବରିଷ୍ଠ ନାଗରିକଙ୍କ ପାଇଁ ଅନେକ ପ୍ରତିଶ୍ରୁତି ଦିଆଯାଇଛି। ଦିଲ୍ଲୀରେ ଯମୁନା ନଦୀ ସଫା କରିବା, ବିଶୁଦ୍ଧ ପାନୀୟ ଜଳ ଯୋଗାଣ ଓ ପରିବହନ ବ୍ୟବସ୍ଥାରେ ସୁଧାର ଆଣିବାକୁ ଦଳ ପ୍ରତିଶ୍ରୁତି ଦେଇଛି। ଅମିତ ଶାହା କହିଛନ୍ତି ଯେ ଆପ୍‌ ସରକାର ଦିଲ୍ଲୀବାସୀଙ୍କୁ ଠକିଛି ଏବଂ ବିଜେପି କ୍ଷମତାକୁ ଆସିଲେ ସମସ୍ତ ପ୍ରତିଶ୍ରୁତି ପୂରଣ କରାଯିବ। [228,472,298,513]
article-body: ନୂଆଦିଲ୍ଲୀ, ୨୫।୧: କେନ୍ଦ୍ର ସ୍ୱରାଷ୍ଟ୍ରମନ୍ତ୍ରୀ ଅମିତ ଶାହା ଶନିବାର ଦିଲ୍ଲୀ ବିଧାନସଭା ନିର୍ବାଚନ ପାଇଁ ବିଜେପିର ସଂକଳ୍ପପତ୍ରର ତୃତୀୟ ଭାଗ ଜାରି କରିଛନ୍ତି। ଏଥିରେ ଯୁବକ, ମହିଳା ଓ ବରିଷ୍ଠ ନାଗରିକଙ୍କ ପାଇଁ ଅନେକ ପ୍ରତିଶ୍ରୁତି ଦିଆଯାଇଛି। ଦିଲ୍ଲୀରେ ଯମୁନା ନଦୀ ସଫା କରିବା, ବିଶୁଦ୍ଧ ପାନୀୟ ଜଳ ଯୋଗାଣ ଓ ପରିବହନ ବ୍ୟବସ୍ଥାରେ ସୁଧାର ଆଣିବାକୁ ଦଳ ପ୍ରତିଶ୍ରୁତି ଦେଇଛି। ଅମିତ ଶାହା କହିଛନ୍ତି ଯେ ଆପ୍‌ ସରକାର ଦିଲ୍ଲୀବାସୀଙ୍କୁ ଠକିଛି ଏବଂ ବିଜେପି କ୍ଷମତାକୁ ଆସିଲେ ସମସ୍ତ ପ୍ରତିଶ୍ରୁତି ପୂରଣ କରାଯିବ। [296,688,394,717]
article-body: ନୂଆଦିଲ୍ଲୀ, ୨୫।୧: କେନ୍ଦ୍ର ସ୍ୱରାଷ୍ଟ୍ରମନ୍ତ୍ରୀ ଅମିତ ଶାହା ଶନିବାର ଦିଲ୍ଲୀ ବିଧାନସଭା ନିର୍ବାଚନ ପାଇଁ ବିଜେପିର ସଂକଳ୍ପପତ୍ରର ତୃତୀୟ ଭାଗ ଜାରି କରିଛନ୍ତି। ଏଥିରେ ଯୁବକ, ମହିଳା ଓ ବରିଷ୍ଠ ନାଗରିକଙ୍କ ପାଇଁ ଅନେକ ପ୍ରତିଶ୍ରୁତି ଦିଆଯାଇଛି। ଦିଲ୍ଲୀରେ ଯମୁନା ନଦୀ ସଫା କରିବା, ବିଶୁଦ୍ଧ ପାନୀୟ ଜଳ ଯୋଗାଣ ଓ ପରିବହନ ବ୍ୟବସ୍ଥାରେ ସୁଧାର ଆଣିବାକୁ ଦଳ ପ୍ରତିଶ୍ରୁତି ଦେଇଛି। ଅମିତ ଶାହା କହିଛନ୍ତି ଯେ ଆପ୍‌ ସରକାର ଦିଲ୍ଲୀବାସୀଙ୍କୁ ଠକିଛି ଏବଂ ବିଜେପି କ୍ଷମତାକୁ ଆସିଲେ ସମସ୍ତ ପ୍ରତିଶ୍ରୁତି ପୂରଣ କରାଯିବ। [352,54,420,95]
